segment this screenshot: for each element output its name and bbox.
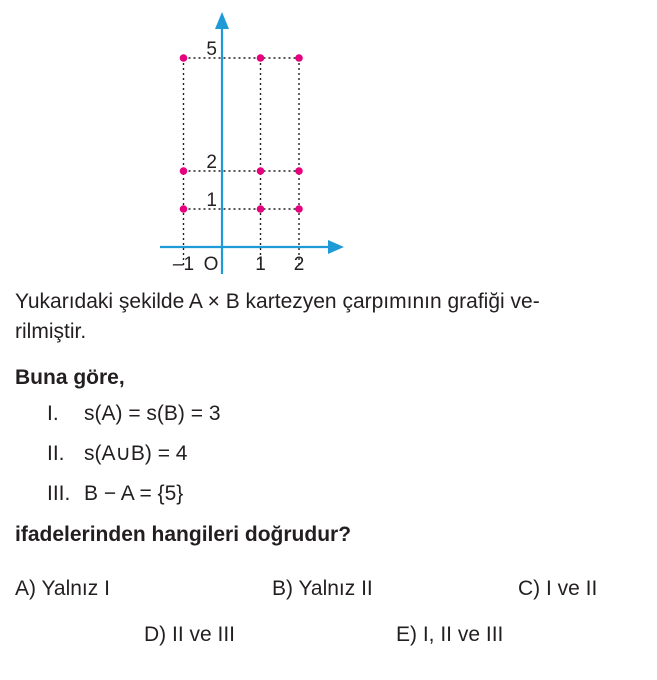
point-1-2 bbox=[257, 167, 265, 175]
y-tick-label: 2 bbox=[206, 152, 217, 173]
intro-line-2: rilmiştir. bbox=[15, 320, 87, 343]
statement-1-text: s(A) = s(B) = 3 bbox=[84, 402, 221, 425]
point--1-2 bbox=[180, 167, 188, 175]
axes bbox=[160, 12, 344, 274]
option-e[interactable]: E) I, II ve III bbox=[396, 623, 504, 646]
data-points bbox=[180, 54, 303, 213]
y-tick-label: 1 bbox=[206, 190, 217, 211]
point-2-2 bbox=[295, 167, 303, 175]
option-b[interactable]: B) Yalnız II bbox=[272, 577, 373, 600]
statement-3-number: III. bbox=[47, 482, 71, 505]
option-a[interactable]: A) Yalnız I bbox=[15, 577, 110, 600]
point-2-1 bbox=[295, 205, 303, 213]
origin-label: O bbox=[203, 254, 219, 275]
x-tick-label: –1 bbox=[172, 254, 195, 275]
option-d[interactable]: D) II ve III bbox=[144, 623, 236, 646]
statement-2-number: II. bbox=[47, 442, 65, 465]
statement-1-number: I. bbox=[47, 402, 59, 425]
intro-line-1: Yukarıdaki şekilde A × B kartezyen çarpımının grafiği ve- bbox=[15, 290, 540, 313]
tick-labels bbox=[173, 39, 304, 275]
point-2-5 bbox=[295, 54, 303, 62]
statement-3-text: B − A = {5} bbox=[84, 482, 184, 505]
point-1-1 bbox=[257, 205, 265, 213]
x-axis-arrow-icon bbox=[328, 240, 344, 254]
question-ask: ifadelerinden hangileri doğrudur? bbox=[15, 523, 352, 546]
cartesian-graph bbox=[0, 0, 657, 290]
x-tick-label: 2 bbox=[293, 254, 305, 275]
point--1-5 bbox=[180, 54, 188, 62]
prompt-text: Buna göre, bbox=[15, 366, 125, 389]
point-1-5 bbox=[257, 54, 265, 62]
option-c[interactable]: C) I ve II bbox=[518, 577, 598, 600]
y-axis-arrow-icon bbox=[215, 12, 229, 29]
statement-2-text: s(A∪B) = 4 bbox=[84, 442, 188, 465]
point--1-1 bbox=[180, 205, 188, 213]
x-tick-label: 1 bbox=[255, 254, 266, 275]
guide-lines bbox=[184, 58, 300, 267]
y-tick-label: 5 bbox=[206, 39, 217, 60]
